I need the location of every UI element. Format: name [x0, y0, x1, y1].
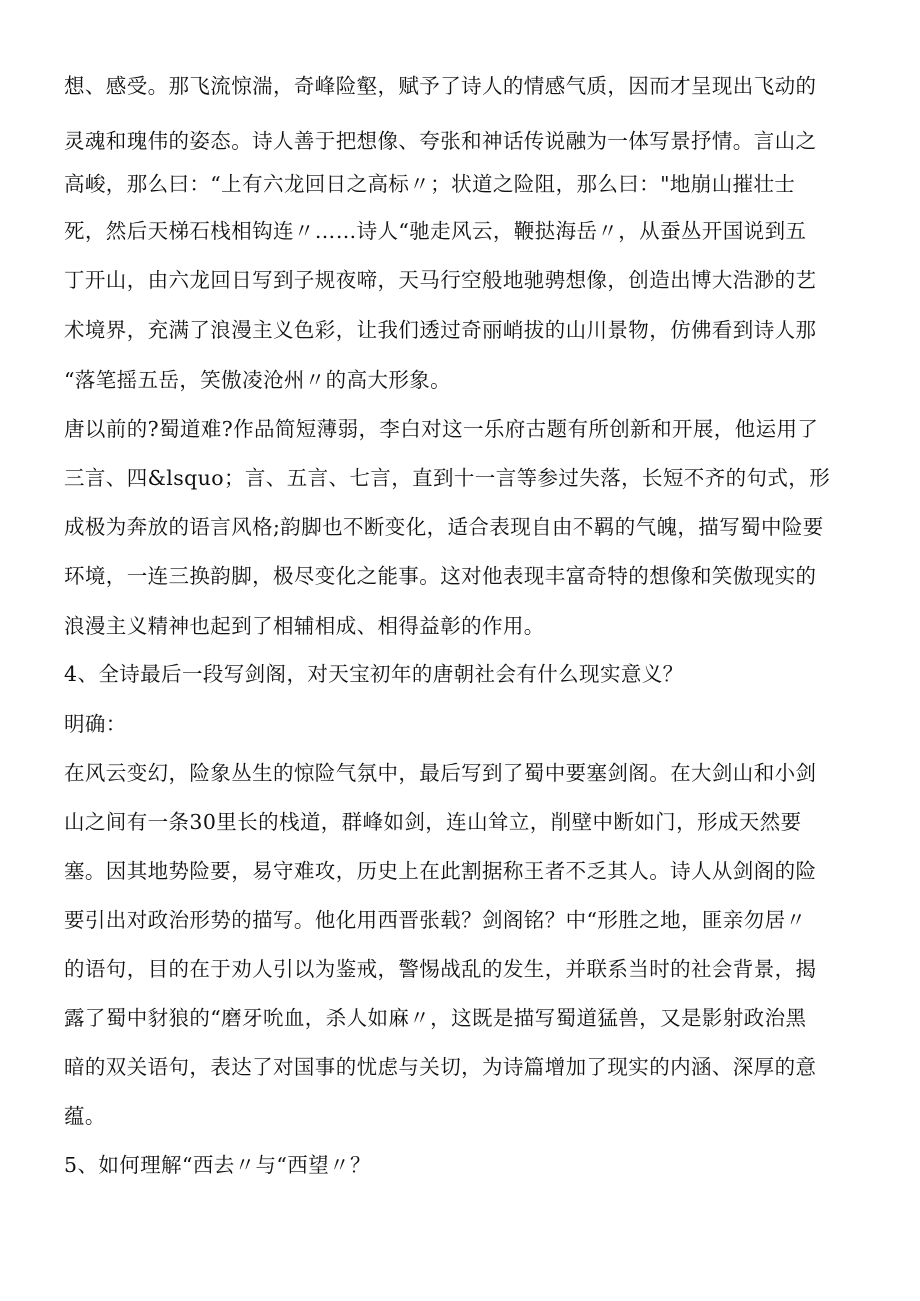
text-line: 浪漫主义精神也起到了相辅相成、相得益彰的作用。 [64, 614, 545, 638]
text-line: 灵魂和瑰伟的姿态。诗人善于把想像、夸张和神话传说融为一体写景抒情。言山之 [64, 129, 817, 153]
text-line: 高峻，那么曰：“上有六龙回日之高标〃；状道之险阻，那么曰："地崩山摧壮士 [64, 172, 796, 196]
text-line: 术境界，充满了浪漫主义色彩，让我们透过奇丽峭拔的山川景物，仿佛看到诗人那 [64, 318, 817, 342]
question-heading: 4、全诗最后一段写剑阁，对天宝初年的唐朝社会有什么现实意义？ [64, 662, 684, 686]
text-line: 死，然后天梯石栈相钩连〃……诗人“驰走风云，鞭挞海岳〃，从蚕丛开国说到五 [64, 219, 807, 243]
text-line: 环境，一连三换韵脚，极尽变化之能事。这对他表现丰富奇特的想像和笑傲现实的 [64, 564, 817, 588]
text-line: 暗的双关语句，表达了对国事的忧虑与关切，为诗篇增加了现实的内涵、深厚的意 [64, 1055, 817, 1079]
paragraph-start-line: 在风云变幻，险象丛生的惊险气氛中，最后写到了蜀中要塞剑阁。在大剑山和小剑 [64, 761, 817, 785]
text-line: 成极为奔放的语言风格;韵脚也不断变化，适合表现自由不羁的气魄，描写蜀中险要 [64, 515, 824, 539]
answer-label: 明确： [64, 712, 127, 736]
text-line: 的语句，目的在于劝人引以为鉴戒，警惕战乱的发生，并联系当时的社会背景，揭 [64, 957, 817, 981]
text-line: 丁开山，由六龙回日写到子规夜啼，天马行空般地驰骋想像，创造出博大浩渺的艺 [64, 268, 817, 292]
text-line: 想、感受。那飞流惊湍，奇峰险壑，赋予了诗人的情感气质，因而才呈现出飞动的 [64, 74, 817, 98]
text-line: “落笔摇五岳，笑傲凌沧州〃的高大形象。 [64, 368, 452, 392]
text-line: 蕴。 [64, 1104, 106, 1128]
question-heading: 5、如何理解“西去〃与“西望〃？ [64, 1153, 371, 1177]
text-line: 塞。因其地势险要，易守难攻，历史上在此割据称王者不乏其人。诗人从剑阁的险 [64, 859, 817, 883]
text-line: 三言、四&lsquo；言、五言、七言，直到十一言等参过失落，长短不齐的句式，形 [64, 466, 831, 490]
paragraph-start-line: 唐以前的?蜀道难?作品简短薄弱，李白对这一乐府古题有所创新和开展，他运用了 [64, 417, 819, 441]
text-line: 露了蜀中豺狼的“磨牙吮血，杀人如麻〃，这既是描写蜀道猛兽，又是影射政治黑 [64, 1006, 807, 1030]
text-line: 山之间有一条30里长的栈道，群峰如剑，连山耸立，削壁中断如门，形成天然要 [64, 810, 802, 834]
text-line: 要引出对政治形势的描写。他化用西晋张载？剑阁铭？中“形胜之地，匪亲勿居〃 [64, 908, 807, 932]
